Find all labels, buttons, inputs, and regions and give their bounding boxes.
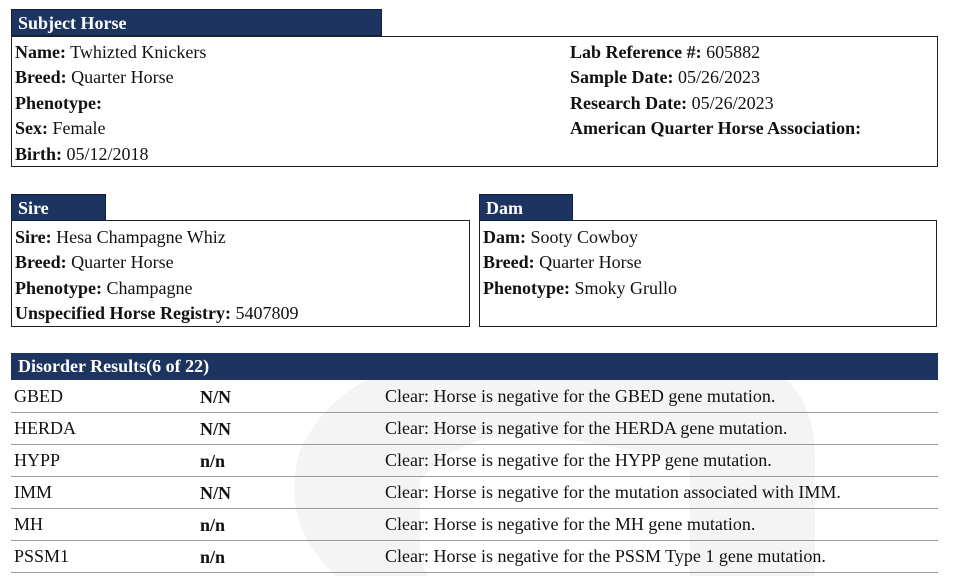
- subject-phenotype: Phenotype:: [15, 93, 102, 113]
- result-description: Clear: Horse is negative for the HERDA gene mutation.: [385, 418, 788, 438]
- disorder-name: PSSM1: [14, 546, 70, 566]
- subject-sex: Sex: Female: [15, 118, 106, 138]
- subject-horse-header: Subject Horse: [11, 9, 382, 36]
- sire-phenotype: Phenotype: Champagne: [15, 278, 193, 298]
- dam-header: Dam: [479, 194, 573, 221]
- sample-date: Sample Date: 05/26/2023: [570, 67, 760, 87]
- sire-registry: Unspecified Horse Registry: 5407809: [15, 303, 299, 323]
- result-description: Clear: Horse is negative for the HYPP gene mutation.: [385, 450, 772, 470]
- genotype: N/N: [200, 387, 231, 407]
- subject-breed: Breed: Quarter Horse: [15, 67, 174, 87]
- disorder-name: HERDA: [14, 418, 76, 438]
- table-row: [11, 477, 938, 509]
- subject-name: Name: Twhizted Knickers: [15, 42, 207, 62]
- subject-horse-panel: [11, 36, 938, 167]
- lab-reference: Lab Reference #: 605882: [570, 42, 761, 62]
- disorder-name: IMM: [14, 482, 53, 502]
- disorder-name: MH: [14, 514, 44, 534]
- dam-panel: [479, 220, 937, 327]
- disorder-name: HYPP: [14, 450, 61, 470]
- result-description: Clear: Horse is negative for the GBED gene mutation.: [385, 386, 776, 406]
- genotype: n/n: [200, 515, 226, 535]
- table-row: [11, 445, 938, 477]
- sire-panel: [11, 220, 470, 327]
- table-row: [11, 381, 938, 413]
- research-date: Research Date: 05/26/2023: [570, 93, 774, 113]
- association: American Quarter Horse Association:: [570, 118, 862, 138]
- subject-birth: Birth: 05/12/2018: [15, 144, 149, 164]
- dam-breed: Breed: Quarter Horse: [483, 252, 642, 272]
- genotype: N/N: [200, 419, 231, 439]
- genotype: n/n: [200, 547, 226, 567]
- result-description: Clear: Horse is negative for the MH gene mutation.: [385, 514, 756, 534]
- table-row: [11, 509, 938, 541]
- table-row: [11, 541, 938, 573]
- result-description: Clear: Horse is negative for the PSSM Type 1 gene mutation.: [385, 546, 826, 566]
- disorder-results-header: Disorder Results(6 of 22): [11, 353, 938, 380]
- table-row: [11, 413, 938, 445]
- dam-name: Dam: Sooty Cowboy: [483, 227, 639, 247]
- sire-breed: Breed: Quarter Horse: [15, 252, 174, 272]
- sire-header: Sire: [11, 194, 106, 221]
- genotype: n/n: [200, 451, 226, 471]
- genotype: N/N: [200, 483, 231, 503]
- disorder-name: GBED: [14, 386, 63, 406]
- sire-name: Sire: Hesa Champagne Whiz: [15, 227, 226, 247]
- result-description: Clear: Horse is negative for the mutation associated with IMM.: [385, 482, 841, 502]
- dam-phenotype: Phenotype: Smoky Grullo: [483, 278, 678, 298]
